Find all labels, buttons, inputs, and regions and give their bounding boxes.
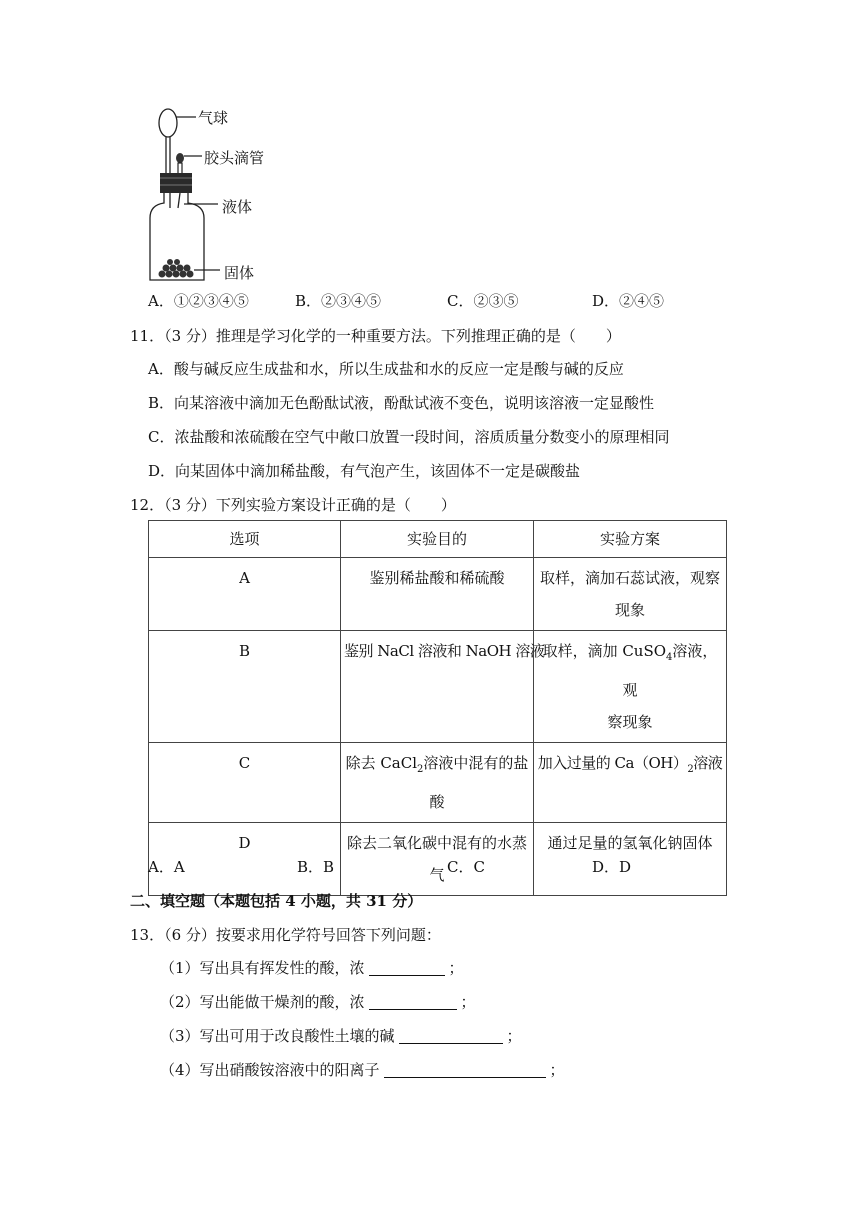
row-b-purpose xyxy=(341,631,545,743)
row-b-plan-line2: 察现象 xyxy=(607,713,653,731)
q13-item-2-text: （2）写出能做干燥剂的酸，浓 xyxy=(160,993,365,1011)
row-c-purpose-line1b: 溶液中混有的盐 xyxy=(423,754,529,772)
q12-option-b: B．B xyxy=(297,858,335,876)
q12-stem: 12．（3 分）下列实验方案设计正确的是（ ） xyxy=(130,496,456,514)
row-b-plan-line1b: 溶液，观 xyxy=(622,642,718,699)
row-c-option: C xyxy=(149,743,341,823)
q13-item-4 xyxy=(160,1060,565,1080)
q10-option-c: C．②③⑤ xyxy=(447,292,519,310)
label-solid: 固体 xyxy=(224,264,255,282)
row-b-option: B xyxy=(149,631,341,743)
table-row xyxy=(149,743,727,823)
row-c-purpose-line1a: 除去 CaCl xyxy=(345,754,418,772)
q13-answer-blank-2[interactable] xyxy=(369,993,457,1010)
row-a-plan-line2: 现象 xyxy=(614,601,645,619)
row-a-option: A xyxy=(149,558,341,631)
table-row xyxy=(149,823,727,896)
table-row xyxy=(149,558,727,631)
q13-item-3-text: （3）写出可用于改良酸性土壤的碱 xyxy=(160,1027,395,1045)
q10-option-b: B．②③④⑤ xyxy=(295,292,382,310)
row-a-plan xyxy=(534,558,727,631)
q11-stem: 11．（3 分）推理是学习化学的一种重要方法。下列推理正确的是（ ） xyxy=(130,327,621,345)
apparatus-figure xyxy=(140,100,280,290)
label-balloon: 气球 xyxy=(198,109,229,127)
row-c-plan-line1b: 溶液 xyxy=(693,754,723,772)
row-b-plan xyxy=(534,631,727,743)
row-c-plan-subscript: 2 xyxy=(687,764,694,775)
row-d-option: D xyxy=(149,823,341,896)
header-option: 选项 xyxy=(149,521,341,558)
row-a-purpose-text: 鉴别稀盐酸和稀硫酸 xyxy=(369,569,505,587)
q13-answer-blank-1[interactable] xyxy=(369,959,445,976)
row-d-purpose xyxy=(341,823,534,896)
q13-item-4-text: （4）写出硝酸铵溶液中的阳离子 xyxy=(160,1061,380,1079)
row-d-purpose-line2: 气 xyxy=(429,866,445,884)
q13-item-3 xyxy=(160,1026,522,1046)
q12-table xyxy=(148,520,727,896)
row-c-plan-line1a: 加入过量的 Ca（OH） xyxy=(537,754,688,772)
q11-option-b: B．向某溶液中滴加无色酚酞试液，酚酞试液不变色，说明该溶液一定显酸性 xyxy=(148,394,655,412)
q13-item-3-end: ； xyxy=(506,1027,522,1045)
q13-answer-blank-4[interactable] xyxy=(384,1061,546,1078)
section-title: 二、填空题（本题包括 4 小题，共 31 分） xyxy=(130,892,423,910)
q10-option-d: D．②④⑤ xyxy=(592,292,665,310)
row-c-plan xyxy=(534,743,727,823)
q10-option-a: A．①②③④⑤ xyxy=(148,292,249,310)
table-header-row xyxy=(149,521,727,558)
q13-stem: 13．（6 分）按要求用化学符号回答下列问题： xyxy=(130,926,441,944)
q13-item-4-end: ； xyxy=(549,1061,565,1079)
q13-item-2 xyxy=(160,992,476,1012)
row-a-purpose xyxy=(341,558,534,631)
q13-item-1-end: ； xyxy=(448,959,464,977)
q13-item-1-text: （1）写出具有挥发性的酸，浓 xyxy=(160,959,365,977)
q12-option-a: A．A xyxy=(148,858,185,876)
q13-answer-blank-3[interactable] xyxy=(399,1027,503,1044)
header-purpose: 实验目的 xyxy=(341,521,534,558)
q11-option-d: D．向某固体中滴加稀盐酸，有气泡产生，该固体不一定是碳酸盐 xyxy=(148,462,581,480)
q13-item-2-end: ； xyxy=(460,993,476,1011)
label-liquid: 液体 xyxy=(222,198,253,216)
q11-option-c: C．浓盐酸和浓硫酸在空气中敞口放置一段时间，溶质质量分数变小的原理相同 xyxy=(148,428,670,446)
label-dropper: 胶头滴管 xyxy=(204,149,265,167)
row-d-plan-text: 通过足量的氢氧化钠固体 xyxy=(547,834,713,852)
q12-option-c: C．C xyxy=(447,858,485,876)
row-b-plan-line1a: 取样，滴加 CuSO xyxy=(542,642,667,660)
apparatus-drawing xyxy=(140,100,280,290)
q11-option-a: A．酸与碱反应生成盐和水，所以生成盐和水的反应一定是酸与碱的反应 xyxy=(148,360,624,378)
row-c-purpose-line2: 酸 xyxy=(429,793,445,811)
row-b-purpose-text: 鉴别 NaCl 溶液和 NaOH 溶液 xyxy=(344,642,545,660)
row-d-purpose-line1: 除去二氧化碳中混有的水蒸 xyxy=(346,834,527,852)
q12-option-d: D．D xyxy=(592,858,632,876)
header-plan: 实验方案 xyxy=(534,521,727,558)
row-c-purpose-subscript: 2 xyxy=(417,764,424,775)
q13-item-1 xyxy=(160,958,464,978)
row-c-purpose xyxy=(341,743,534,823)
table-row xyxy=(149,631,727,743)
row-a-plan-line1: 取样，滴加石蕊试液，观察 xyxy=(539,569,720,587)
row-b-plan-subscript: 4 xyxy=(666,652,673,663)
